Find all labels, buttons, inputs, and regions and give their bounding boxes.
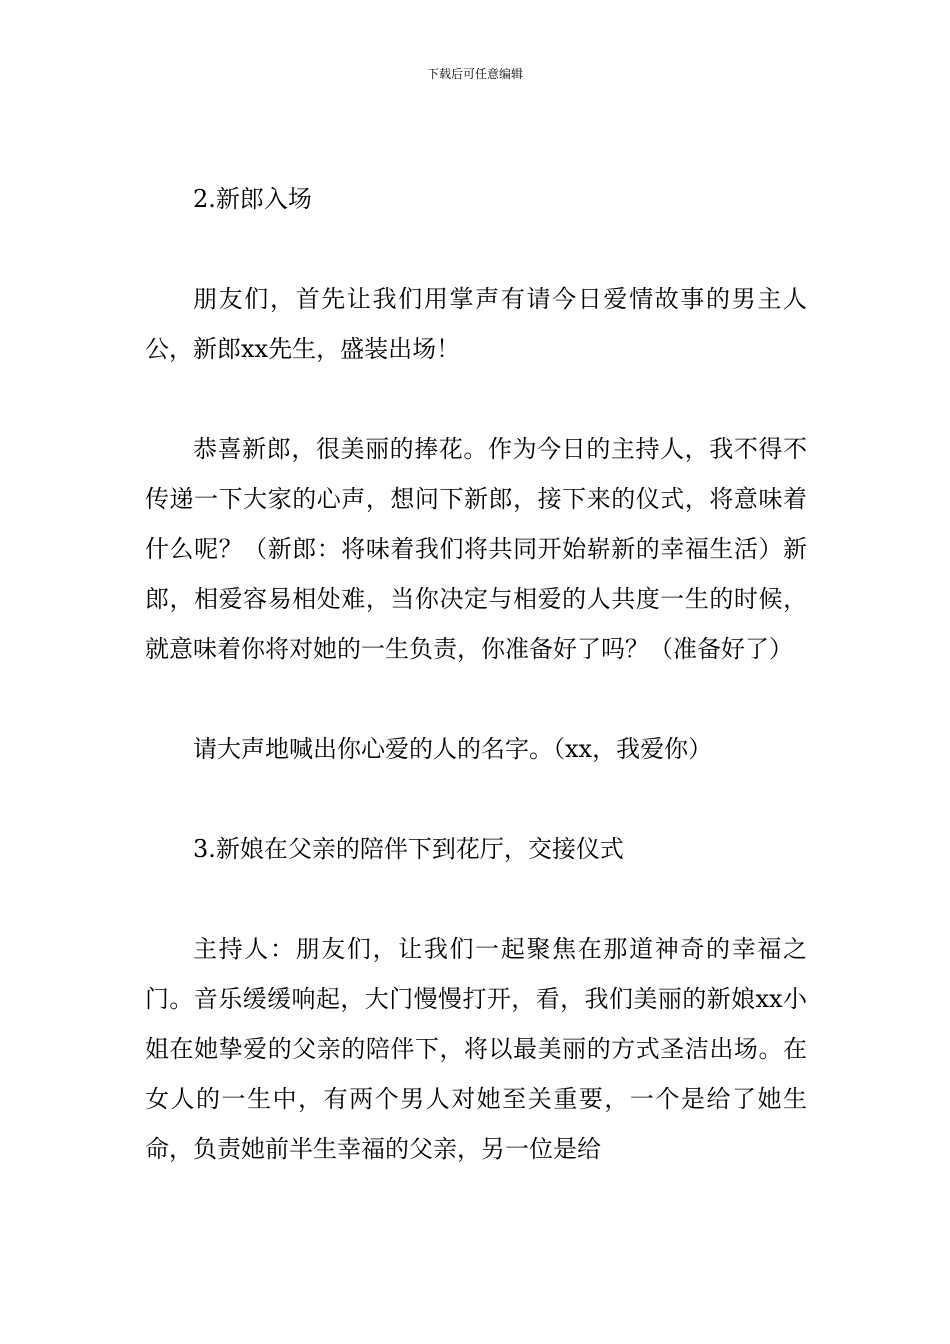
section-heading-groom-entrance: 2.新郎入场 [193,185,312,213]
page-header: 下载后可任意编辑 [426,67,523,81]
paragraph-bride-entrance: 主持人：朋友们，让我们一起聚焦在那道神奇的幸福之门。音乐缓缓响起，大门慢慢打开，看，我们美丽的新娘xx小姐在她挚爱的父亲的陪伴下，将以最美丽的方式圣洁出场。在女人的一生中，有两个男人对她至关重要，一个是给了她生命，负责她前半生幸福的父亲，另一位是给 [145,935,807,1163]
paragraph-spacer [145,374,807,424]
paragraph-invite-groom: 朋友们，首先让我们用掌声有请今日爱情故事的男主人公，新郎xx先生，盛装出场！ [145,285,807,363]
paragraph-spacer [145,224,807,274]
document-body [145,174,807,1174]
paragraph-host-question: 恭喜新郎，很美丽的捧花。作为今日的主持人，我不得不传递一下大家的心声，想问下新郎，接下来的仪式，将意味着什么呢？（新郎：将味着我们将共同开始崭新的幸福生活）新郎，相爱容易相处难，当你决定与相爱的人共度一生的时候，就意味着你将对她的一生负责，你准备好了吗？（准备好了） [145,435,807,663]
paragraph-spacer [145,874,807,924]
paragraph-spacer [145,774,807,824]
section-heading-bride-entrance: 3.新娘在父亲的陪伴下到花厅，交接仪式 [193,835,624,863]
paragraph-call-name: 请大声地喊出你心爱的人的名字。（xx，我爱你） [193,735,713,763]
paragraph-spacer [145,674,807,724]
